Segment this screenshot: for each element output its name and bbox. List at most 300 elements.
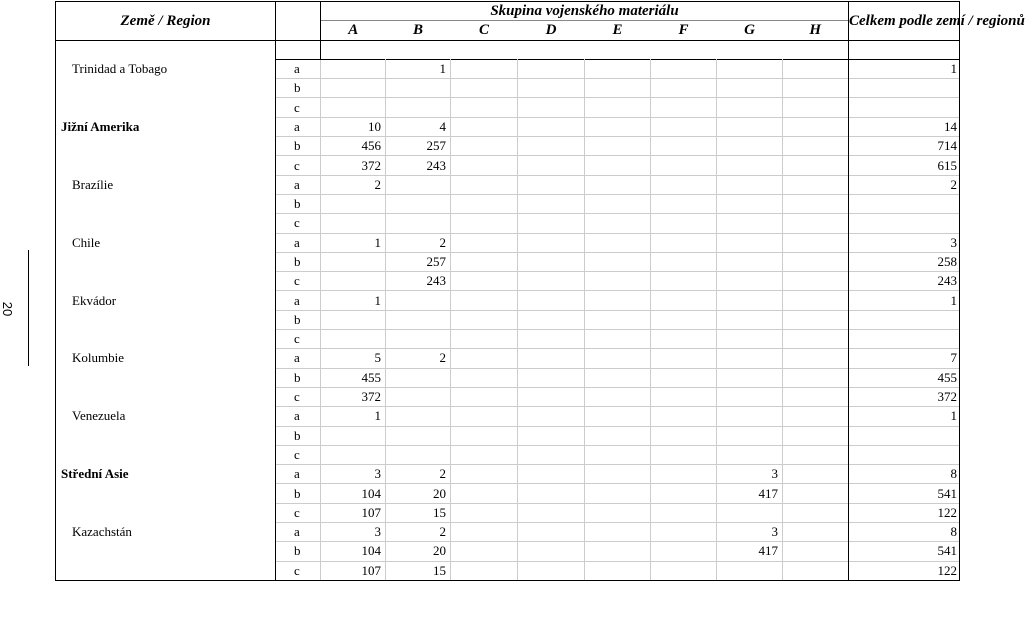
table-row [56, 368, 960, 387]
value-cell-c [451, 542, 518, 561]
table-row [56, 542, 960, 561]
value-cell-h [783, 503, 849, 522]
value-cell-h [783, 252, 849, 271]
value-cell-g: 417 [717, 484, 783, 503]
value-cell-e [585, 214, 651, 233]
value-cell-e [585, 59, 651, 78]
code-cell: b [276, 252, 321, 271]
code-cell: a [276, 349, 321, 368]
region-cell: Jižní Amerika [56, 117, 276, 136]
value-cell-a [321, 445, 386, 464]
value-cell-e [585, 445, 651, 464]
value-cell-a: 372 [321, 387, 386, 406]
value-cell-e [585, 465, 651, 484]
value-cell-d [518, 349, 585, 368]
value-cell-g [717, 426, 783, 445]
code-cell: c [276, 98, 321, 117]
value-cell-h [783, 523, 849, 542]
value-cell-h [783, 291, 849, 310]
region-cell [56, 272, 276, 291]
value-cell-c [451, 368, 518, 387]
code-cell: a [276, 117, 321, 136]
total-cell [849, 426, 960, 445]
value-cell-c [451, 252, 518, 271]
value-cell-a: 3 [321, 523, 386, 542]
total-cell: 2 [849, 175, 960, 194]
value-cell-b: 20 [386, 542, 451, 561]
value-cell-d [518, 98, 585, 117]
value-cell-d [518, 542, 585, 561]
value-cell-f [651, 233, 717, 252]
value-cell-a [321, 310, 386, 329]
value-cell-g [717, 137, 783, 156]
table-row [56, 194, 960, 213]
table-row [56, 233, 960, 252]
value-cell-b: 15 [386, 503, 451, 522]
value-cell-g: 417 [717, 542, 783, 561]
table-row [56, 59, 960, 78]
value-cell-d [518, 156, 585, 175]
value-cell-h [783, 561, 849, 580]
value-cell-g [717, 561, 783, 580]
value-cell-f [651, 426, 717, 445]
region-cell [56, 484, 276, 503]
value-cell-b [386, 426, 451, 445]
table-row [56, 465, 960, 484]
value-cell-a [321, 426, 386, 445]
table-row [56, 310, 960, 329]
value-cell-d [518, 445, 585, 464]
value-cell-g [717, 330, 783, 349]
value-cell-h [783, 117, 849, 136]
value-cell-a: 1 [321, 407, 386, 426]
value-cell-d [518, 59, 585, 78]
value-cell-f [651, 310, 717, 329]
value-cell-d [518, 310, 585, 329]
table-row [56, 214, 960, 233]
value-cell-g [717, 291, 783, 310]
region-cell [56, 368, 276, 387]
header-col-e: E [585, 21, 651, 40]
value-cell-d [518, 233, 585, 252]
value-cell-g [717, 272, 783, 291]
value-cell-a: 1 [321, 291, 386, 310]
value-cell-a: 104 [321, 542, 386, 561]
value-cell-h [783, 445, 849, 464]
value-cell-f [651, 503, 717, 522]
value-cell-c [451, 561, 518, 580]
total-cell: 541 [849, 542, 960, 561]
value-cell-g [717, 503, 783, 522]
value-cell-c [451, 79, 518, 98]
header-total: Celkem podle zemí / regionů [849, 2, 960, 41]
value-cell-c [451, 523, 518, 542]
region-cell [56, 194, 276, 213]
value-cell-e [585, 368, 651, 387]
total-cell: 122 [849, 503, 960, 522]
table-row [56, 523, 960, 542]
header-col-g: G [717, 21, 783, 40]
value-cell-h [783, 214, 849, 233]
value-cell-a [321, 330, 386, 349]
code-cell: a [276, 465, 321, 484]
value-cell-c [451, 484, 518, 503]
region-cell: Střední Asie [56, 465, 276, 484]
value-cell-e [585, 542, 651, 561]
total-cell: 8 [849, 523, 960, 542]
table-header [56, 2, 1025, 60]
table-row [56, 252, 960, 271]
value-cell-f [651, 523, 717, 542]
value-cell-a: 107 [321, 503, 386, 522]
value-cell-d [518, 214, 585, 233]
table-row [56, 98, 960, 117]
value-cell-f [651, 542, 717, 561]
value-cell-b: 1 [386, 59, 451, 78]
region-cell [56, 252, 276, 271]
table-row [56, 407, 960, 426]
code-cell: c [276, 387, 321, 406]
value-cell-b [386, 98, 451, 117]
value-cell-g [717, 310, 783, 329]
table-row [56, 117, 960, 136]
table-row [56, 503, 960, 522]
total-cell: 7 [849, 349, 960, 368]
table-row [56, 330, 960, 349]
header-region: Země / Region [56, 2, 276, 41]
value-cell-b [386, 330, 451, 349]
value-cell-a: 456 [321, 137, 386, 156]
value-cell-a [321, 79, 386, 98]
value-cell-b: 20 [386, 484, 451, 503]
code-cell: b [276, 79, 321, 98]
region-cell [56, 98, 276, 117]
value-cell-c [451, 194, 518, 213]
code-cell: b [276, 484, 321, 503]
value-cell-a: 372 [321, 156, 386, 175]
value-cell-e [585, 272, 651, 291]
value-cell-a [321, 272, 386, 291]
value-cell-a [321, 59, 386, 78]
value-cell-e [585, 156, 651, 175]
value-cell-h [783, 310, 849, 329]
total-cell: 1 [849, 59, 960, 78]
total-cell [849, 445, 960, 464]
value-cell-f [651, 252, 717, 271]
value-cell-g [717, 175, 783, 194]
value-cell-d [518, 291, 585, 310]
value-cell-e [585, 194, 651, 213]
value-cell-e [585, 503, 651, 522]
value-cell-a [321, 98, 386, 117]
value-cell-c [451, 137, 518, 156]
value-cell-a: 10 [321, 117, 386, 136]
value-cell-b [386, 79, 451, 98]
value-cell-f [651, 272, 717, 291]
value-cell-g [717, 368, 783, 387]
value-cell-g [717, 387, 783, 406]
region-cell: Kazachstán [56, 523, 276, 542]
value-cell-e [585, 291, 651, 310]
value-cell-f [651, 561, 717, 580]
total-cell: 3 [849, 233, 960, 252]
header-col-h: H [783, 21, 849, 40]
value-cell-h [783, 59, 849, 78]
value-cell-e [585, 561, 651, 580]
code-cell: a [276, 175, 321, 194]
code-cell: b [276, 542, 321, 561]
region-cell [56, 214, 276, 233]
value-cell-a: 1 [321, 233, 386, 252]
value-cell-c [451, 233, 518, 252]
header-spacer [56, 40, 960, 59]
region-cell: Venezuela [56, 407, 276, 426]
value-cell-c [451, 330, 518, 349]
value-cell-d [518, 368, 585, 387]
region-cell: Chile [56, 233, 276, 252]
code-cell: a [276, 291, 321, 310]
value-cell-e [585, 349, 651, 368]
value-cell-h [783, 542, 849, 561]
region-cell [56, 503, 276, 522]
region-cell [56, 330, 276, 349]
export-table [55, 1, 1025, 581]
value-cell-b [386, 368, 451, 387]
total-cell [849, 194, 960, 213]
table-row [56, 137, 960, 156]
header-code [276, 2, 321, 41]
total-cell: 615 [849, 156, 960, 175]
value-cell-g: 3 [717, 465, 783, 484]
value-cell-f [651, 330, 717, 349]
total-cell: 1 [849, 291, 960, 310]
header-col-b: B [386, 21, 451, 40]
value-cell-b [386, 291, 451, 310]
value-cell-b: 2 [386, 349, 451, 368]
value-cell-b [386, 214, 451, 233]
value-cell-f [651, 465, 717, 484]
value-cell-g [717, 98, 783, 117]
value-cell-d [518, 79, 585, 98]
table-row [56, 175, 960, 194]
value-cell-c [451, 387, 518, 406]
value-cell-e [585, 407, 651, 426]
value-cell-h [783, 407, 849, 426]
value-cell-d [518, 175, 585, 194]
value-cell-g [717, 445, 783, 464]
value-cell-g [717, 79, 783, 98]
region-cell: Ekvádor [56, 291, 276, 310]
value-cell-b [386, 407, 451, 426]
value-cell-d [518, 137, 585, 156]
value-cell-a: 3 [321, 465, 386, 484]
value-cell-a: 2 [321, 175, 386, 194]
value-cell-c [451, 445, 518, 464]
value-cell-e [585, 137, 651, 156]
table-body [56, 59, 960, 580]
value-cell-h [783, 465, 849, 484]
value-cell-h [783, 98, 849, 117]
value-cell-e [585, 484, 651, 503]
table-row [56, 272, 960, 291]
code-cell: c [276, 214, 321, 233]
value-cell-c [451, 310, 518, 329]
total-cell: 243 [849, 272, 960, 291]
value-cell-c [451, 98, 518, 117]
code-cell: c [276, 445, 321, 464]
value-cell-c [451, 272, 518, 291]
total-cell: 714 [849, 137, 960, 156]
value-cell-b: 2 [386, 465, 451, 484]
value-cell-e [585, 117, 651, 136]
value-cell-a: 104 [321, 484, 386, 503]
region-cell [56, 426, 276, 445]
value-cell-g [717, 59, 783, 78]
value-cell-e [585, 252, 651, 271]
value-cell-a: 5 [321, 349, 386, 368]
value-cell-h [783, 175, 849, 194]
region-cell [56, 561, 276, 580]
value-cell-f [651, 117, 717, 136]
value-cell-b: 2 [386, 233, 451, 252]
value-cell-e [585, 387, 651, 406]
code-cell: c [276, 272, 321, 291]
value-cell-c [451, 349, 518, 368]
region-cell [56, 542, 276, 561]
value-cell-e [585, 523, 651, 542]
value-cell-c [451, 291, 518, 310]
value-cell-d [518, 387, 585, 406]
table-row [56, 291, 960, 310]
header-col-a: A [321, 21, 386, 40]
value-cell-h [783, 194, 849, 213]
region-cell: Trinidad a Tobago [56, 59, 276, 78]
code-cell: b [276, 426, 321, 445]
value-cell-f [651, 445, 717, 464]
value-cell-g [717, 233, 783, 252]
margin-line [28, 250, 29, 366]
table-row [56, 561, 960, 580]
value-cell-f [651, 407, 717, 426]
value-cell-f [651, 175, 717, 194]
value-cell-h [783, 484, 849, 503]
value-cell-a: 455 [321, 368, 386, 387]
value-cell-b: 15 [386, 561, 451, 580]
value-cell-f [651, 79, 717, 98]
value-cell-c [451, 214, 518, 233]
table-row [56, 387, 960, 406]
region-cell [56, 137, 276, 156]
value-cell-g [717, 117, 783, 136]
value-cell-c [451, 117, 518, 136]
total-cell: 372 [849, 387, 960, 406]
code-cell: b [276, 368, 321, 387]
page-number: 20 [0, 301, 15, 317]
value-cell-e [585, 98, 651, 117]
total-cell: 455 [849, 368, 960, 387]
value-cell-f [651, 137, 717, 156]
value-cell-f [651, 98, 717, 117]
total-cell [849, 98, 960, 117]
region-cell [56, 156, 276, 175]
value-cell-h [783, 330, 849, 349]
value-cell-c [451, 426, 518, 445]
value-cell-g [717, 252, 783, 271]
code-cell: a [276, 233, 321, 252]
value-cell-b: 257 [386, 252, 451, 271]
value-cell-f [651, 194, 717, 213]
header-col-c: C [451, 21, 518, 40]
value-cell-b [386, 445, 451, 464]
value-cell-g [717, 194, 783, 213]
region-cell [56, 310, 276, 329]
region-cell: Kolumbie [56, 349, 276, 368]
region-cell [56, 79, 276, 98]
value-cell-h [783, 426, 849, 445]
code-cell: c [276, 503, 321, 522]
table-row [56, 426, 960, 445]
value-cell-a [321, 214, 386, 233]
value-cell-c [451, 59, 518, 78]
value-cell-f [651, 484, 717, 503]
total-cell: 541 [849, 484, 960, 503]
value-cell-d [518, 465, 585, 484]
code-cell: b [276, 137, 321, 156]
value-cell-a: 107 [321, 561, 386, 580]
value-cell-h [783, 368, 849, 387]
value-cell-h [783, 79, 849, 98]
code-cell: a [276, 59, 321, 78]
value-cell-g [717, 214, 783, 233]
value-cell-h [783, 272, 849, 291]
value-cell-d [518, 252, 585, 271]
total-cell [849, 214, 960, 233]
value-cell-f [651, 387, 717, 406]
value-cell-h [783, 349, 849, 368]
value-cell-e [585, 233, 651, 252]
header-group: Skupina vojenského materiálu [321, 2, 849, 21]
value-cell-d [518, 484, 585, 503]
table-row [56, 349, 960, 368]
value-cell-d [518, 503, 585, 522]
value-cell-e [585, 79, 651, 98]
value-cell-h [783, 156, 849, 175]
value-cell-d [518, 117, 585, 136]
value-cell-e [585, 310, 651, 329]
value-cell-c [451, 465, 518, 484]
value-cell-b: 257 [386, 137, 451, 156]
value-cell-c [451, 503, 518, 522]
total-cell: 122 [849, 561, 960, 580]
value-cell-f [651, 349, 717, 368]
value-cell-f [651, 368, 717, 387]
value-cell-d [518, 426, 585, 445]
value-cell-d [518, 523, 585, 542]
value-cell-b: 243 [386, 272, 451, 291]
value-cell-d [518, 561, 585, 580]
value-cell-g [717, 349, 783, 368]
value-cell-c [451, 175, 518, 194]
total-cell: 258 [849, 252, 960, 271]
value-cell-g [717, 156, 783, 175]
value-cell-h [783, 233, 849, 252]
value-cell-e [585, 175, 651, 194]
value-cell-g: 3 [717, 523, 783, 542]
table-row [56, 445, 960, 464]
total-cell: 14 [849, 117, 960, 136]
value-cell-a [321, 252, 386, 271]
value-cell-d [518, 330, 585, 349]
